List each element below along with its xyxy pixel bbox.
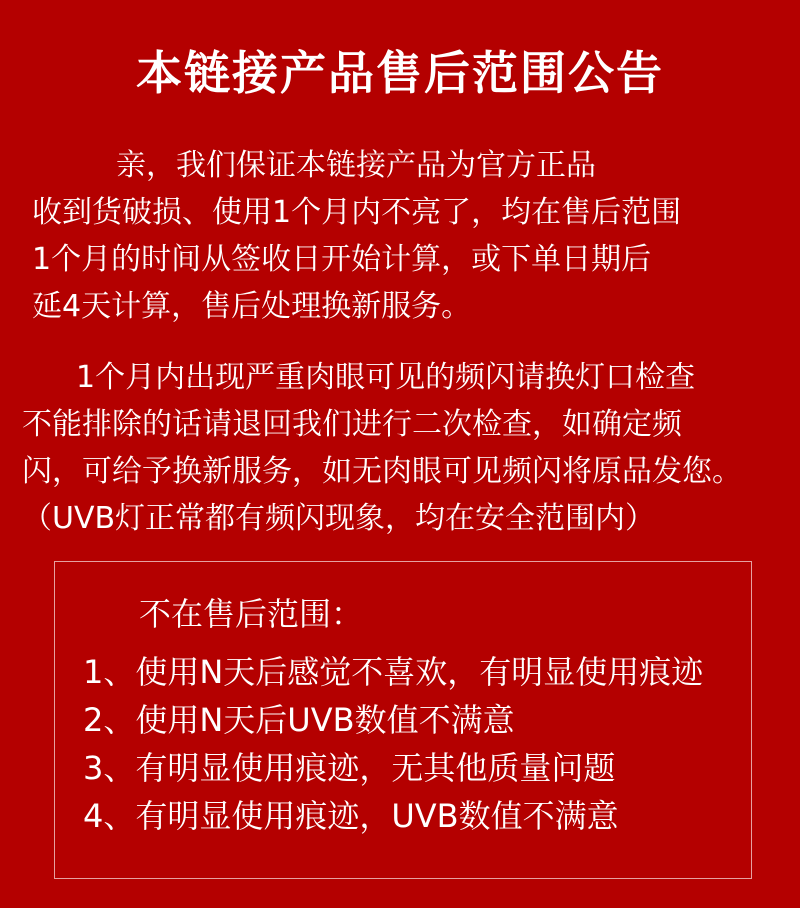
exclusion-item-2: 2、使用N天后UVB数值不满意 [83, 701, 515, 739]
flicker-line-2: 不能排除的话请退回我们进行二次检查，如确定频 [22, 407, 682, 442]
flicker-line-3: 闪，可给予换新服务，如无肉眼可见频闪将原品发您。 [22, 454, 742, 489]
guarantee-line-2: 收到货破损、使用1个月内不亮了，均在售后范围 [32, 195, 682, 230]
exclusion-item-1: 1、使用N天后感觉不喜欢，有明显使用痕迹 [83, 653, 704, 691]
guarantee-line-4: 延4天计算，售后处理换新服务。 [32, 289, 472, 324]
exclusion-item-4: 4、有明显使用痕迹，UVB数值不满意 [83, 797, 619, 835]
flicker-line-4: （UVB灯正常都有频闪现象，均在安全范围内） [22, 501, 656, 536]
notice-title: 本链接产品售后范围公告 [136, 46, 664, 100]
exclusions-heading: 不在售后范围： [139, 595, 364, 633]
guarantee-line-3: 1个月的时间从签收日开始计算，或下单日期后 [32, 242, 652, 277]
flicker-line-1: 1个月内出现严重肉眼可见的频闪请换灯口检查 [76, 360, 696, 395]
guarantee-line-1: 亲，我们保证本链接产品为官方正品 [116, 148, 596, 183]
exclusion-item-3: 3、有明显使用痕迹，无其他质量问题 [83, 749, 616, 787]
exclusions-box [54, 561, 752, 879]
